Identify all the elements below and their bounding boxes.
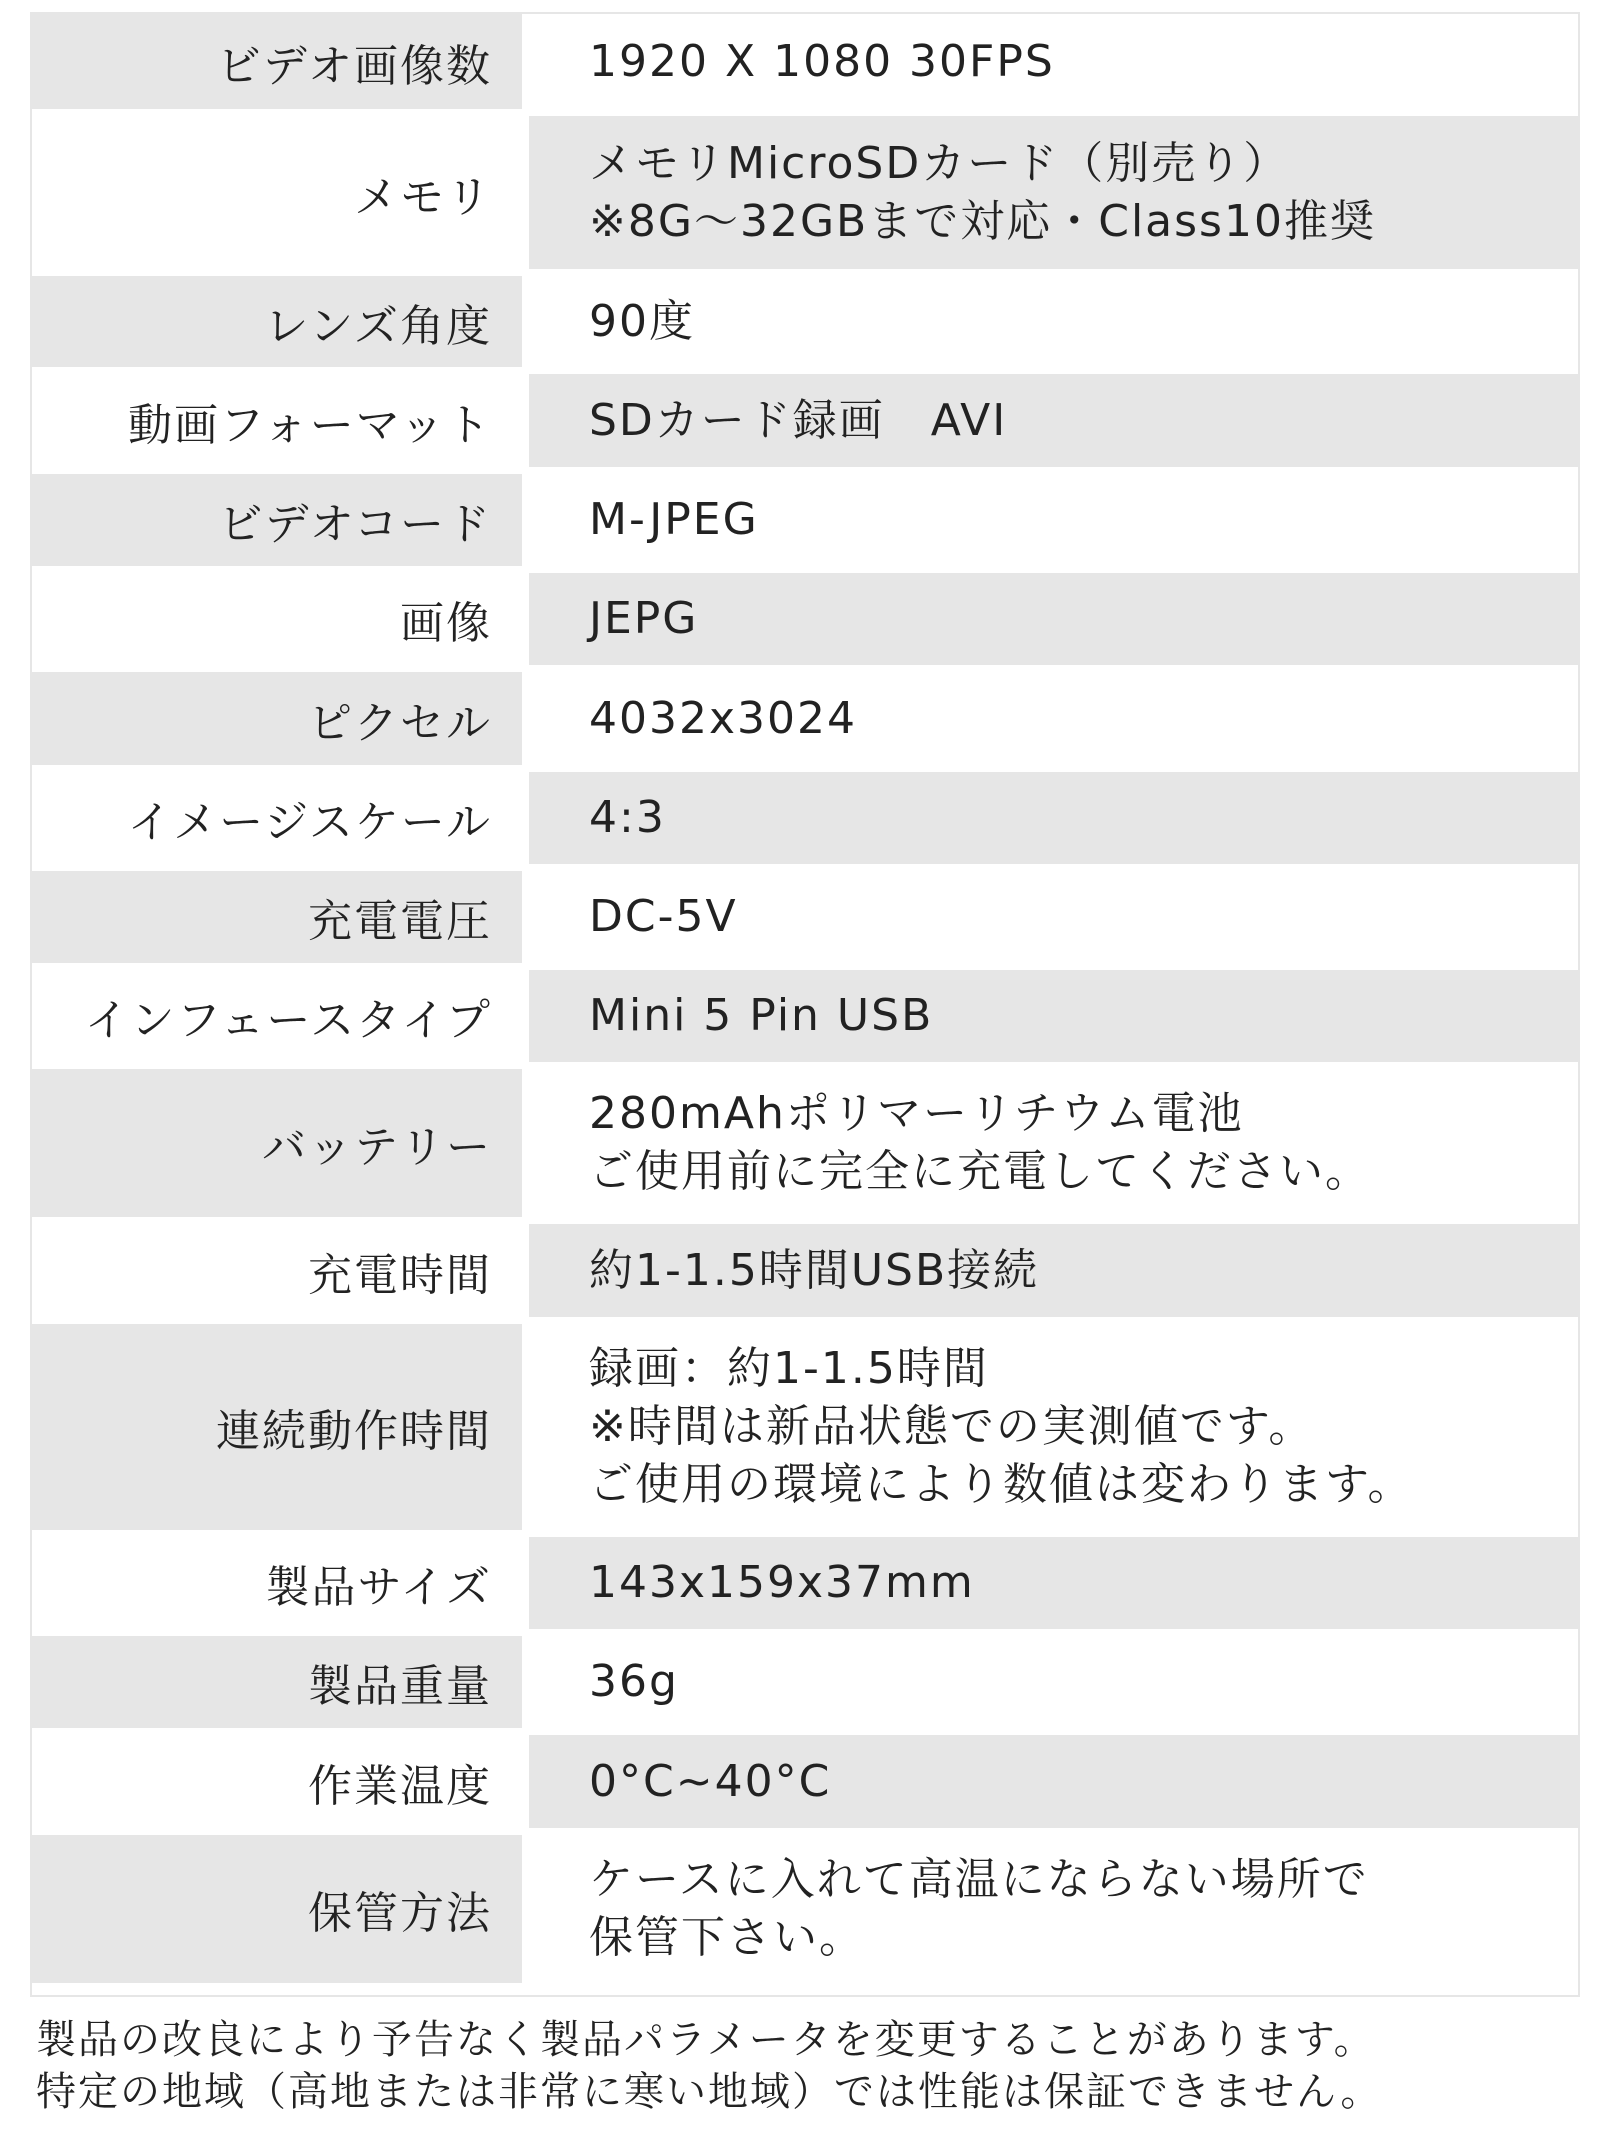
- spec-value-line: ケースに入れて高温にならない場所で: [589, 1854, 1369, 1905]
- spec-value-line: ※8G～32GBまで対応・Class10推奨: [589, 195, 1376, 247]
- spec-value-line: メモリMicroSDカード（別売り）: [589, 137, 1290, 189]
- spec-row-product-weight: [32, 1636, 1578, 1728]
- spec-label: メモリ: [32, 116, 522, 269]
- spec-row-memory: [32, 116, 1578, 269]
- spec-label: ピクセル: [32, 672, 522, 765]
- spec-row-operating-time: [32, 1324, 1578, 1530]
- spec-value: [529, 573, 1578, 665]
- spec-value: [529, 970, 1578, 1062]
- spec-row-video-resolution: [32, 14, 1578, 109]
- spec-row-operating-temperature: [32, 1735, 1578, 1828]
- spec-value-line: ※時間は新品状態での実測値です。: [589, 1401, 1315, 1452]
- spec-row-interface-type: [32, 970, 1578, 1062]
- spec-value: [529, 374, 1578, 467]
- spec-label: ビデオコード: [32, 474, 522, 566]
- spec-value: [529, 276, 1578, 367]
- spec-label: イメージスケール: [32, 772, 522, 864]
- spec-row-charge-voltage: [32, 871, 1578, 963]
- spec-value: [529, 1324, 1578, 1530]
- spec-row-storage: [32, 1835, 1578, 1983]
- spec-value-line: 4032x3024: [589, 692, 857, 744]
- spec-label: 画像: [32, 573, 522, 665]
- spec-value-line: 143x159x37mm: [589, 1557, 975, 1608]
- spec-value: [529, 871, 1578, 963]
- spec-row-charge-time: [32, 1224, 1578, 1317]
- spec-value: [529, 1636, 1578, 1728]
- spec-value-line: 280mAhポリマーリチウム電池: [589, 1088, 1244, 1139]
- spec-label: 製品重量: [32, 1636, 522, 1728]
- footer-note: [36, 2014, 1382, 2118]
- spec-value: [529, 672, 1578, 765]
- spec-value-line: 約1-1.5時間USB接続: [589, 1244, 1040, 1296]
- spec-value-line: JEPG: [589, 593, 699, 644]
- spec-value: [529, 474, 1578, 566]
- footer-note-line: 特定の地域（高地または非常に寒い地域）では性能は保証できません。: [36, 2069, 1383, 2115]
- spec-value-line: 36g: [589, 1656, 679, 1707]
- spec-row-image: [32, 573, 1578, 665]
- spec-value-line: ご使用前に完全に充電してください。: [589, 1146, 1371, 1197]
- spec-value-line: 1920 X 1080 30FPS: [589, 35, 1055, 87]
- spec-label: 作業温度: [32, 1735, 522, 1828]
- spec-value: [529, 1537, 1578, 1629]
- spec-label: 製品サイズ: [32, 1537, 522, 1629]
- spec-label: 充電電圧: [32, 871, 522, 963]
- spec-value: [529, 14, 1578, 109]
- spec-row-video-format: [32, 374, 1578, 467]
- spec-label: インフェースタイプ: [32, 970, 522, 1062]
- spec-value-line: DC-5V: [589, 891, 738, 942]
- spec-value-line: 4:3: [589, 792, 666, 843]
- spec-value: [529, 1835, 1578, 1983]
- spec-row-product-size: [32, 1537, 1578, 1629]
- spec-label: ビデオ画像数: [32, 14, 522, 109]
- spec-table: [30, 12, 1580, 1997]
- spec-label: 充電時間: [32, 1224, 522, 1317]
- spec-value: [529, 1224, 1578, 1317]
- spec-value-line: 録画：約1-1.5時間: [589, 1343, 989, 1394]
- spec-value-line: 90度: [589, 295, 695, 347]
- footer-note-line: 製品の改良により予告なく製品パラメータを変更することがあります。: [36, 2017, 1376, 2063]
- spec-label: 保管方法: [32, 1835, 522, 1983]
- spec-row-battery: [32, 1069, 1578, 1217]
- spec-value-line: M-JPEG: [589, 494, 759, 545]
- spec-value-line: Mini 5 Pin USB: [589, 990, 934, 1041]
- spec-label: 連続動作時間: [32, 1324, 522, 1530]
- spec-value-line: SDカード録画 AVI: [589, 394, 1008, 446]
- spec-value-line: 保管下さい。: [589, 1912, 865, 1963]
- spec-value: [529, 772, 1578, 864]
- spec-label: レンズ角度: [32, 276, 522, 367]
- spec-value: [529, 1069, 1578, 1217]
- spec-row-image-scale: [32, 772, 1578, 864]
- spec-label: バッテリー: [32, 1069, 522, 1217]
- spec-value-line: ご使用の環境により数値は変わります。: [589, 1459, 1414, 1510]
- spec-value-line: 0°C~40°C: [589, 1755, 832, 1807]
- spec-row-video-codec: [32, 474, 1578, 566]
- spec-row-lens-angle: [32, 276, 1578, 367]
- spec-value: [529, 1735, 1578, 1828]
- spec-value: [529, 116, 1578, 269]
- spec-row-pixel: [32, 672, 1578, 765]
- spec-label: 動画フォーマット: [32, 374, 522, 467]
